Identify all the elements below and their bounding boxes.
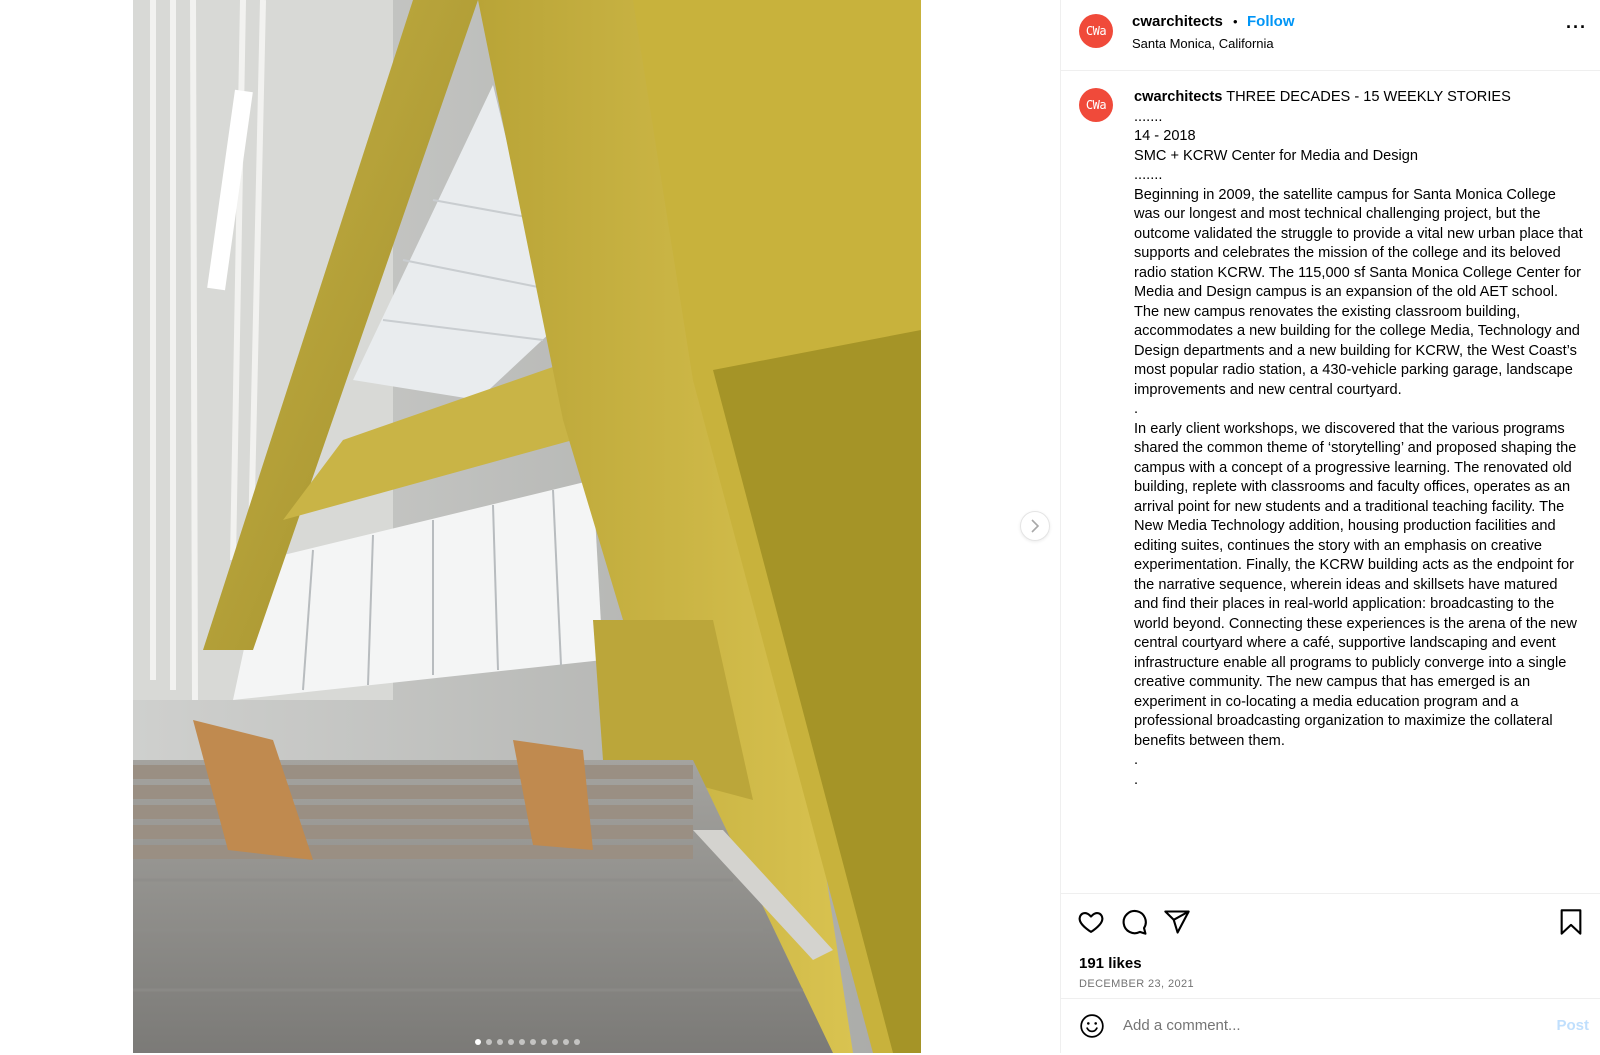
heart-icon [1077,908,1105,936]
post-date: DECEMBER 23, 2021 [1079,978,1195,990]
separator-dot: • [1233,14,1238,29]
caption-avatar[interactable]: CWa [1079,88,1113,122]
location-link[interactable]: Santa Monica, California [1132,36,1274,51]
carousel-dot [519,1039,525,1045]
comment-bar [1061,998,1600,1055]
carousel-dot [486,1039,492,1045]
caption-text [1134,88,1584,790]
share-icon [1163,908,1191,936]
carousel-dots [133,1039,921,1045]
caption-section [1061,71,1600,891]
share-button[interactable] [1163,908,1191,936]
emoji-button[interactable] [1079,1013,1105,1044]
carousel-dot [552,1039,558,1045]
post-comment-button[interactable]: Post [1556,1017,1589,1034]
post-image[interactable] [133,0,921,1053]
action-bar [1061,893,1600,1054]
comment-icon [1120,908,1148,936]
post-header [1061,0,1600,71]
caption-username[interactable]: cwarchitects [1134,89,1223,105]
save-button[interactable] [1557,908,1585,936]
carousel-dot [497,1039,503,1045]
comment-input[interactable] [1123,1017,1503,1034]
follow-button[interactable]: Follow [1247,13,1295,30]
more-options-button[interactable] [1566,17,1587,38]
comment-button[interactable] [1120,908,1148,936]
emoji-icon [1079,1013,1105,1039]
avatar[interactable]: CWa [1079,14,1113,48]
like-button[interactable] [1077,908,1105,936]
username-link[interactable]: cwarchitects [1132,13,1223,30]
post-panel [1060,0,1600,1053]
atrium-photo [133,0,921,1053]
carousel-dot [541,1039,547,1045]
chevron-right-icon [1029,519,1041,533]
carousel-dot [475,1039,481,1045]
next-slide-button[interactable] [1020,511,1050,541]
carousel-dot [563,1039,569,1045]
likes-count[interactable]: 191 likes [1079,955,1142,972]
caption-body: THREE DECADES - 15 WEEKLY STORIES ....... 14 - 2018 SMC + KCRW Center for Media and Design ....... Beginning in 2009, the satellite campus for Santa Monica College was our longest and most technical challenging project, but the outcome validated the struggle to provide a vital new urban place that supports and celebrates the mission of the college and its beloved radio station KCRW. The 115,000 sf Santa Monica College Center for Media and Design campus is an expansion of the old AET school. The new campus renovates the existing classroom building, accommodates a new building for the college Media, Technology and Design departments and a new building for KCRW, the West Coast’s most popular radio station, a 430-vehicle parking garage, landscape improvements and new central courtyard. . In early client workshops, we discovered that the various programs shared the common theme of ‘storytelling’ and proposed shaping the campus with a concept of a progressive learning. The renovated old building, replete with classrooms and faculty offices, operates as an arrival point for new students and a traditional teaching facility. The New Media Technology addition, housing production facilities and editing suites, continues the story with an emphasis on creative experimentation. Finally, the KCRW building acts as the endpoint for the narrative sequence, wherein ideas and skillsets have matured and find their places in real-world application: broadcasting to the world beyond. Connecting these experiences is the arena of the new central courtyard where a café, supportive landscaping and event infrastructure enable all programs to publicly converge into a single creative community. The new campus that has emerged is an experiment in co-locating a media education program and a professional broadcasting organization to maximize the collateral benefits between them. . . [1134,89,1583,788]
more-horizontal-icon: ··· [1566,17,1587,37]
carousel-dot [530,1039,536,1045]
carousel-dot [508,1039,514,1045]
carousel-dot [574,1039,580,1045]
bookmark-icon [1557,908,1585,936]
